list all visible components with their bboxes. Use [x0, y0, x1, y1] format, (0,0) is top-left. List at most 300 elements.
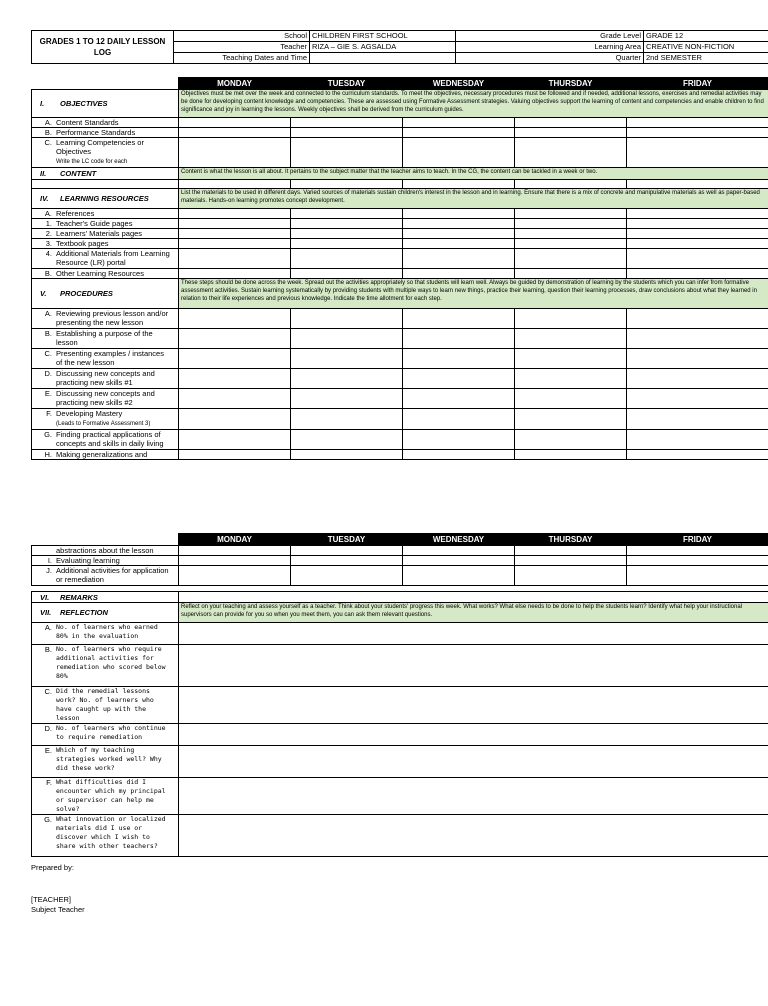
item-letter: E.	[44, 746, 52, 755]
reflection-section-heading	[32, 603, 179, 623]
item-title: Did the remedial lessons work? No. of learners who have caught up with the lesson	[56, 687, 154, 722]
item-text	[56, 349, 172, 367]
day-header-row	[32, 78, 768, 90]
procedure-row	[32, 309, 768, 329]
day-header-wednesday: WEDNESDAY	[403, 78, 515, 90]
item-letter: C.	[44, 687, 52, 696]
resource-row	[32, 239, 768, 249]
objectives-section-row	[32, 90, 768, 118]
item-title: Evaluating learning	[56, 556, 120, 565]
teacher-name: [TEACHER]	[31, 895, 72, 904]
additional-activities-row	[32, 566, 768, 586]
item-letter: H.	[44, 450, 52, 459]
day-cell-thursday[interactable]	[515, 349, 627, 369]
school-label: School	[174, 31, 310, 42]
item-letter: E.	[44, 389, 52, 398]
day-cell-wednesday[interactable]	[403, 349, 515, 369]
day-header-tuesday: TUESDAY	[291, 534, 403, 546]
reflection-section-label: REFLECTION	[60, 608, 108, 617]
reflection-section-row	[32, 603, 768, 623]
day-cell-thursday[interactable]	[515, 128, 627, 138]
day-cell-wednesday[interactable]	[403, 329, 515, 349]
day-cell-monday[interactable]	[179, 430, 291, 450]
item-letter: A.	[44, 209, 52, 218]
day-header-tuesday: TUESDAY	[291, 78, 403, 90]
procedure-row-label-cell	[32, 389, 179, 409]
day-cell-tuesday[interactable]	[291, 309, 403, 329]
day-cell-tuesday[interactable]	[291, 219, 403, 229]
day-cell-tuesday[interactable]	[291, 118, 403, 128]
item-title: abstractions about the lesson	[56, 546, 154, 555]
learning-resources-section-number: IV.	[40, 194, 49, 203]
day-cell-thursday[interactable]	[515, 118, 627, 128]
procedure-row	[32, 450, 768, 460]
item-text	[56, 778, 172, 814]
day-cell-tuesday[interactable]	[291, 389, 403, 409]
day-cell-friday[interactable]	[627, 349, 768, 369]
day-cell-friday[interactable]	[627, 128, 768, 138]
item-letter: B.	[44, 128, 52, 137]
item-letter: J.	[46, 566, 52, 575]
day-cell-friday[interactable]	[627, 389, 768, 409]
day-cell-friday[interactable]	[627, 239, 768, 249]
item-title: Learners' Materials pages	[56, 229, 143, 238]
lesson-grid-page-1	[31, 77, 768, 460]
day-cell-wednesday[interactable]	[403, 229, 515, 239]
performance-standards-row-label-cell	[32, 128, 179, 138]
day-header-wednesday: WEDNESDAY	[403, 534, 515, 546]
day-cell-monday[interactable]	[179, 556, 291, 566]
day-cell-monday[interactable]	[179, 389, 291, 409]
evaluating-learning-row	[32, 556, 768, 566]
day-cell-wednesday[interactable]	[403, 219, 515, 229]
day-cell-friday[interactable]	[627, 430, 768, 450]
additional-activities-row-label-cell	[32, 566, 179, 586]
day-cell-tuesday[interactable]	[291, 349, 403, 369]
day-cell-friday[interactable]	[627, 566, 768, 586]
day-cell-thursday[interactable]	[515, 209, 627, 219]
day-header-row	[32, 534, 768, 546]
day-cell-monday[interactable]	[179, 118, 291, 128]
day-cell-thursday[interactable]	[515, 269, 627, 279]
learning-competencies-row	[32, 138, 768, 168]
reflection-row	[32, 815, 768, 857]
item-text	[56, 229, 172, 238]
day-cell-thursday[interactable]	[515, 566, 627, 586]
day-header-spacer	[32, 534, 179, 546]
learning-area-label: Learning Area	[456, 42, 644, 53]
day-header-friday: FRIDAY	[627, 534, 768, 546]
day-cell-monday[interactable]	[179, 128, 291, 138]
day-cell-thursday[interactable]	[515, 219, 627, 229]
item-text	[56, 219, 172, 228]
resource-row-label-cell	[32, 269, 179, 279]
day-cell-thursday[interactable]	[515, 229, 627, 239]
learning-resources-section-instructions: List the materials to be used in different days. Varied sources of materials sustain children's interest in the lesson and in learning. Ensure that there is a mix of concrete and manipulative materials as well as paper-based materials. Hands-on learning promotes concept development.	[179, 189, 768, 209]
procedure-row-label-cell	[32, 309, 179, 329]
item-text	[56, 687, 172, 723]
day-cell-friday[interactable]	[627, 309, 768, 329]
day-cell-monday[interactable]	[179, 138, 291, 168]
day-cell-thursday[interactable]	[515, 546, 627, 556]
procedure-row	[32, 349, 768, 369]
objectives-section-heading	[32, 90, 179, 118]
item-letter: F.	[46, 409, 52, 418]
item-note: (Leads to Formative Assessment 3)	[56, 421, 151, 427]
reflection-row-label-cell	[32, 623, 179, 645]
item-title: Which of my teaching strategies worked well? Why did these work?	[56, 746, 162, 772]
day-cell-monday[interactable]	[179, 409, 291, 430]
reflection-answer-cell[interactable]	[179, 746, 768, 778]
learning-resources-section-label: LEARNING RESOURCES	[60, 194, 149, 203]
procedure-row	[32, 369, 768, 389]
learning-resources-section-heading	[32, 189, 179, 209]
reflection-row-label-cell	[32, 746, 179, 778]
procedure-continued-row	[32, 546, 768, 556]
learning-area-value: CREATIVE NON-FICTION	[644, 42, 768, 53]
item-title: Reviewing previous lesson and/or presenting the new lesson	[56, 309, 169, 327]
item-title: Establishing a purpose of the lesson	[56, 329, 153, 347]
item-text	[56, 269, 172, 278]
item-letter: A.	[44, 309, 52, 318]
resource-row-label-cell	[32, 239, 179, 249]
day-cell-tuesday[interactable]	[291, 138, 403, 168]
item-letter: B.	[44, 645, 52, 654]
day-header-monday: MONDAY	[179, 78, 291, 90]
item-text	[56, 623, 172, 641]
day-cell-wednesday[interactable]	[403, 566, 515, 586]
content-day-row	[32, 180, 768, 189]
item-title: No. of learners who earned 80% in the evaluation	[56, 623, 158, 640]
reflection-answer-cell[interactable]	[179, 687, 768, 724]
content-day-cell[interactable]	[179, 180, 291, 189]
day-header-friday: FRIDAY	[627, 78, 768, 90]
day-header-thursday: THURSDAY	[515, 534, 627, 546]
item-letter: G.	[44, 430, 52, 439]
reflection-row	[32, 645, 768, 687]
item-letter: B.	[44, 269, 52, 278]
item-text	[56, 815, 172, 851]
day-cell-monday[interactable]	[179, 309, 291, 329]
item-text	[56, 430, 172, 448]
item-letter: I.	[47, 556, 52, 565]
quarter-value: 2nd SEMESTER	[644, 53, 768, 64]
item-letter: 3.	[45, 239, 52, 248]
reflection-section-instructions: Reflect on your teaching and assess yourself as a teacher. Think about your students' progress this week. What works? What else needs to be done to help the students learn? Identify what help your instructional supervisors can provide for you so when you meet them, you can ask them relevant questions.	[179, 603, 768, 623]
item-title: Additional Materials from Learning Resource (LR) portal	[56, 249, 170, 267]
day-cell-friday[interactable]	[627, 229, 768, 239]
procedure-row	[32, 430, 768, 450]
resource-row-label-cell	[32, 209, 179, 219]
item-text	[56, 369, 172, 387]
item-title: Learning Competencies or Objectives	[56, 138, 144, 156]
day-cell-wednesday[interactable]	[403, 118, 515, 128]
procedure-row-label-cell	[32, 369, 179, 389]
day-cell-tuesday[interactable]	[291, 556, 403, 566]
item-title: Finding practical applications of concepts and skills in daily living	[56, 430, 164, 448]
reflection-answer-cell[interactable]	[179, 623, 768, 645]
day-cell-tuesday[interactable]	[291, 239, 403, 249]
day-cell-tuesday[interactable]	[291, 546, 403, 556]
procedures-section-row	[32, 279, 768, 309]
item-letter: B.	[44, 329, 52, 338]
reflection-row	[32, 687, 768, 724]
procedures-section-label: PROCEDURES	[60, 289, 113, 298]
day-cell-friday[interactable]	[627, 118, 768, 128]
procedure-row-label-cell	[32, 450, 179, 460]
day-cell-wednesday[interactable]	[403, 409, 515, 430]
item-text	[56, 724, 172, 742]
day-cell-monday[interactable]	[179, 329, 291, 349]
day-cell-wednesday[interactable]	[403, 369, 515, 389]
school-value: CHILDREN FIRST SCHOOL	[310, 31, 456, 42]
content-day-cell[interactable]	[627, 180, 768, 189]
item-title: No. of learners who require additional activities for remediation who scored below 80%	[56, 645, 166, 680]
day-cell-thursday[interactable]	[515, 329, 627, 349]
content-section-row	[32, 168, 768, 180]
day-cell-friday[interactable]	[627, 369, 768, 389]
day-cell-friday[interactable]	[627, 450, 768, 460]
procedure-row-label-cell	[32, 409, 179, 430]
reflection-answer-cell[interactable]	[179, 778, 768, 815]
day-cell-monday[interactable]	[179, 249, 291, 269]
day-cell-wednesday[interactable]	[403, 239, 515, 249]
item-text	[56, 138, 172, 167]
day-cell-thursday[interactable]	[515, 249, 627, 269]
day-header-spacer	[32, 78, 179, 90]
resource-row	[32, 209, 768, 219]
content-standards-row-label-cell	[32, 118, 179, 128]
day-cell-wednesday[interactable]	[403, 556, 515, 566]
item-title: Discussing new concepts and practicing new skills #1	[56, 369, 155, 387]
day-header-monday: MONDAY	[179, 534, 291, 546]
item-text	[56, 249, 172, 267]
item-title: Content Standards	[56, 118, 119, 127]
day-cell-monday[interactable]	[179, 566, 291, 586]
day-cell-tuesday[interactable]	[291, 369, 403, 389]
reflection-row	[32, 623, 768, 645]
day-cell-friday[interactable]	[627, 546, 768, 556]
teaching-dates-value	[310, 53, 456, 64]
day-cell-tuesday[interactable]	[291, 329, 403, 349]
item-letter: A.	[44, 623, 52, 632]
item-text	[56, 645, 172, 681]
prepared-by-label: Prepared by:	[31, 863, 74, 872]
day-cell-tuesday[interactable]	[291, 229, 403, 239]
item-letter: A.	[44, 118, 52, 127]
item-text	[56, 450, 172, 459]
day-cell-thursday[interactable]	[515, 369, 627, 389]
day-cell-monday[interactable]	[179, 450, 291, 460]
day-cell-wednesday[interactable]	[403, 450, 515, 460]
day-cell-thursday[interactable]	[515, 409, 627, 430]
item-letter: F.	[46, 778, 52, 787]
item-title: What innovation or localized materials did I use or discover which I wish to share with other teachers?	[56, 815, 166, 850]
day-cell-thursday[interactable]	[515, 239, 627, 249]
learning-competencies-row-label-cell	[32, 138, 179, 168]
item-text	[56, 746, 172, 773]
day-cell-tuesday[interactable]	[291, 409, 403, 430]
objectives-section-instructions: Objectives must be met over the week and connected to the curriculum standards. To meet the objectives, necessary procedures must be followed and if needed, additional lessons, exercises and remedial activities may be done for developing content knowledge and competencies. These are assessed using Formative Assessment strategies. Valuing objectives support the learning of content and competencies and enable children to find significance and joy in learning the lessons. Weekly objectives shall be derived from the curriculum guides.	[179, 90, 768, 118]
item-text	[56, 566, 172, 584]
reflection-row	[32, 778, 768, 815]
item-text	[56, 546, 172, 555]
reflection-row-label-cell	[32, 815, 179, 857]
reflection-row-label-cell	[32, 724, 179, 746]
reflection-row-label-cell	[32, 778, 179, 815]
content-day-cell[interactable]	[403, 180, 515, 189]
item-title: Making generalizations and	[56, 450, 148, 459]
content-standards-row	[32, 118, 768, 128]
day-cell-friday[interactable]	[627, 249, 768, 269]
item-text	[56, 128, 172, 137]
day-cell-friday[interactable]	[627, 329, 768, 349]
item-text	[56, 239, 172, 248]
item-title: Performance Standards	[56, 128, 136, 137]
item-title: Other Learning Resources	[56, 269, 144, 278]
day-header-thursday: THURSDAY	[515, 78, 627, 90]
day-cell-friday[interactable]	[627, 269, 768, 279]
day-cell-wednesday[interactable]	[403, 389, 515, 409]
content-section-number: II.	[40, 169, 47, 178]
day-cell-tuesday[interactable]	[291, 209, 403, 219]
reflection-answer-cell[interactable]	[179, 724, 768, 746]
day-cell-monday[interactable]	[179, 239, 291, 249]
day-cell-thursday[interactable]	[515, 556, 627, 566]
item-title: What difficulties did I encounter which my principal or supervisor can help me solve?	[56, 778, 166, 813]
day-cell-monday[interactable]	[179, 349, 291, 369]
day-cell-monday[interactable]	[179, 546, 291, 556]
grade-level-label: Grade Level	[456, 31, 644, 42]
day-cell-thursday[interactable]	[515, 389, 627, 409]
day-cell-wednesday[interactable]	[403, 249, 515, 269]
day-cell-wednesday[interactable]	[403, 209, 515, 219]
procedure-row	[32, 409, 768, 430]
grade-level-value: GRADE 12	[644, 31, 768, 42]
reflection-answer-cell[interactable]	[179, 815, 768, 857]
day-cell-tuesday[interactable]	[291, 430, 403, 450]
item-letter: D.	[44, 724, 52, 733]
resource-row	[32, 219, 768, 229]
reflection-row-label-cell	[32, 645, 179, 687]
reflection-row	[32, 724, 768, 746]
day-cell-friday[interactable]	[627, 138, 768, 168]
day-cell-monday[interactable]	[179, 369, 291, 389]
item-title: Presenting examples / instances of the new lesson	[56, 349, 164, 367]
content-day-cell[interactable]	[515, 180, 627, 189]
item-letter: G.	[44, 815, 52, 824]
remarks-section-cell[interactable]	[179, 592, 768, 603]
day-cell-wednesday[interactable]	[403, 546, 515, 556]
lesson-grid-page-2	[31, 533, 768, 857]
day-cell-monday[interactable]	[179, 209, 291, 219]
item-letter: D.	[44, 369, 52, 378]
procedure-row-label-cell	[32, 430, 179, 450]
item-title: Additional activities for application or remediation	[56, 566, 169, 584]
day-cell-friday[interactable]	[627, 409, 768, 430]
objectives-section-label: OBJECTIVES	[60, 99, 108, 108]
item-letter: C.	[44, 138, 52, 147]
procedures-section-heading	[32, 279, 179, 309]
day-cell-wednesday[interactable]	[403, 128, 515, 138]
day-cell-tuesday[interactable]	[291, 450, 403, 460]
teacher-value: RIZA – GIE S. AGSALDA	[310, 42, 456, 53]
day-cell-thursday[interactable]	[515, 450, 627, 460]
procedure-row	[32, 329, 768, 349]
reflection-section-number: VII.	[40, 608, 52, 617]
item-title: No. of learners who continue to require remediation	[56, 724, 166, 741]
day-cell-thursday[interactable]	[515, 138, 627, 168]
item-title: References	[56, 209, 95, 218]
day-cell-tuesday[interactable]	[291, 566, 403, 586]
remarks-section-heading	[32, 592, 179, 603]
day-cell-thursday[interactable]	[515, 309, 627, 329]
content-day-cell[interactable]	[291, 180, 403, 189]
item-note: Write the LC code for each	[56, 159, 128, 165]
content-section-label: CONTENT	[60, 169, 97, 178]
day-cell-wednesday[interactable]	[403, 309, 515, 329]
procedures-section-number: V.	[40, 289, 47, 298]
resource-row-label-cell	[32, 229, 179, 239]
item-text	[56, 329, 172, 347]
day-cell-wednesday[interactable]	[403, 138, 515, 168]
reflection-answer-cell[interactable]	[179, 645, 768, 687]
resource-row	[32, 229, 768, 239]
resource-row-label-cell	[32, 249, 179, 269]
day-cell-tuesday[interactable]	[291, 249, 403, 269]
day-cell-thursday[interactable]	[515, 430, 627, 450]
objectives-section-number: I.	[40, 99, 45, 108]
day-cell-monday[interactable]	[179, 269, 291, 279]
item-title: Teacher's Guide pages	[56, 219, 133, 228]
item-title: Developing Mastery	[56, 409, 123, 418]
day-cell-tuesday[interactable]	[291, 128, 403, 138]
item-text	[56, 209, 172, 218]
remarks-section-number: VI.	[40, 592, 50, 602]
content-section-heading	[32, 168, 179, 180]
day-cell-friday[interactable]	[627, 209, 768, 219]
day-cell-wednesday[interactable]	[403, 269, 515, 279]
procedure-row-label-cell	[32, 329, 179, 349]
day-cell-wednesday[interactable]	[403, 430, 515, 450]
day-cell-monday[interactable]	[179, 219, 291, 229]
day-cell-friday[interactable]	[627, 556, 768, 566]
item-letter: 1.	[45, 219, 52, 228]
day-cell-monday[interactable]	[179, 229, 291, 239]
teacher-label: Teacher	[174, 42, 310, 53]
evaluating-learning-row-label-cell	[32, 556, 179, 566]
resource-row-label-cell	[32, 219, 179, 229]
item-text	[56, 556, 172, 565]
teacher-role: Subject Teacher	[31, 905, 85, 914]
log-title: GRADES 1 TO 12 DAILY LESSON LOG	[32, 31, 174, 64]
procedure-continued-row-label-cell	[32, 546, 179, 556]
procedures-section-instructions: These steps should be done across the week. Spread out the activities appropriately so that students will learn well. Always be guided by demonstration of learning by the students which you can infer from formative assessment activities. Sustain learning systematically by providing students with multiple ways to learn new things, practice their learning, question their learning processes, draw conclusions about what they learned in relation to their life experiences and previous knowledge. Indicate the time allotment for each step.	[179, 279, 768, 309]
day-cell-friday[interactable]	[627, 219, 768, 229]
reflection-row	[32, 746, 768, 778]
remarks-section-label: REMARKS	[60, 592, 98, 602]
item-letter: C.	[44, 349, 52, 358]
procedure-row	[32, 389, 768, 409]
resource-row	[32, 269, 768, 279]
day-cell-tuesday[interactable]	[291, 269, 403, 279]
remarks-section-row	[32, 592, 768, 603]
item-title: Discussing new concepts and practicing new skills #2	[56, 389, 155, 407]
item-title: Textbook pages	[56, 239, 109, 248]
content-section-instructions: Content is what the lesson is all about. It pertains to the subject matter that the teacher aims to teach. In the CG, the content can be tackled in a week or two.	[179, 168, 768, 180]
reflection-row-label-cell	[32, 687, 179, 724]
performance-standards-row	[32, 128, 768, 138]
